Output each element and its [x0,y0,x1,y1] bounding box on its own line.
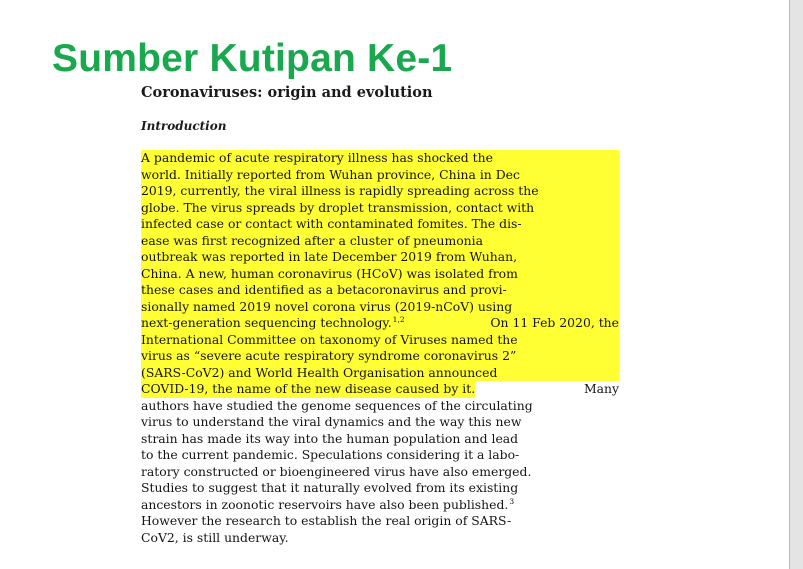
body-line: to the current pandemic. Speculations considering it a labo- [141,447,520,462]
body-line: strain has made its way into the human population and lead [141,430,519,446]
body-line: these cases and identified as a betacoronavirus and provi- [141,282,619,299]
body-line: sionally named 2019 novel corona virus (2019-nCoV) using [141,299,619,316]
body-line: world. Initially reported from Wuhan province, China in Dec [141,167,619,184]
body-line: A pandemic of acute respiratory illness has shocked the [141,150,619,167]
body-line-with-citation [141,497,619,514]
body-line: virus as “severe acute respiratory syndrome coronavirus 2” [141,348,619,365]
body-line-segment: ancestors in zoonotic reservoirs have also been published. [141,496,509,512]
article-body [141,150,619,546]
body-line: International Committee on taxonomy of Viruses named the [141,332,619,349]
page-edge [789,0,803,569]
body-line-segment: next-generation sequencing technology. [141,315,392,330]
body-line: Studies to suggest that it naturally evolved from its existing [141,480,519,495]
body-line: globe. The virus spreads by droplet transmission, contact with [141,200,619,217]
body-line: outbreak was reported in late December 2019 from Wuhan, [141,249,619,266]
citation-ref: 3 [509,496,515,506]
body-line: authors have studied the genome sequences of the circulating [141,397,533,413]
article-title: Coronaviruses: origin and evolution [141,84,433,101]
body-line: CoV2, is still underway. [141,529,289,545]
body-line-partial-highlight [141,381,619,398]
body-line: ratory constructed or bioengineered virus have also emerged. [141,463,532,479]
body-line: virus to understand the viral dynamics and the way this new [141,414,522,429]
body-line: ease was first recognized after a cluster of pneumonia [141,233,619,250]
citation-ref: 1,2 [392,315,405,324]
body-line-segment: COVID-19, the name of the new disease caused by it. [141,381,476,396]
body-line: 2019, currently, the viral illness is rapidly spreading across the [141,183,619,200]
body-line-with-citation [141,315,619,332]
body-line-segment: Many [583,381,619,396]
body-line: (SARS-CoV2) and World Health Organisation announced [141,365,619,382]
section-heading-introduction: Introduction [141,119,227,133]
body-line-segment: On 11 Feb 2020, the [490,315,619,330]
body-line: China. A new, human coronavirus (HCoV) was isolated from [141,266,619,283]
body-line: However the research to establish the real origin of SARS- [141,513,512,528]
slide-title: Sumber Kutipan Ke-1 [52,37,453,80]
body-line: infected case or contact with contaminated fomites. The dis- [141,216,619,233]
